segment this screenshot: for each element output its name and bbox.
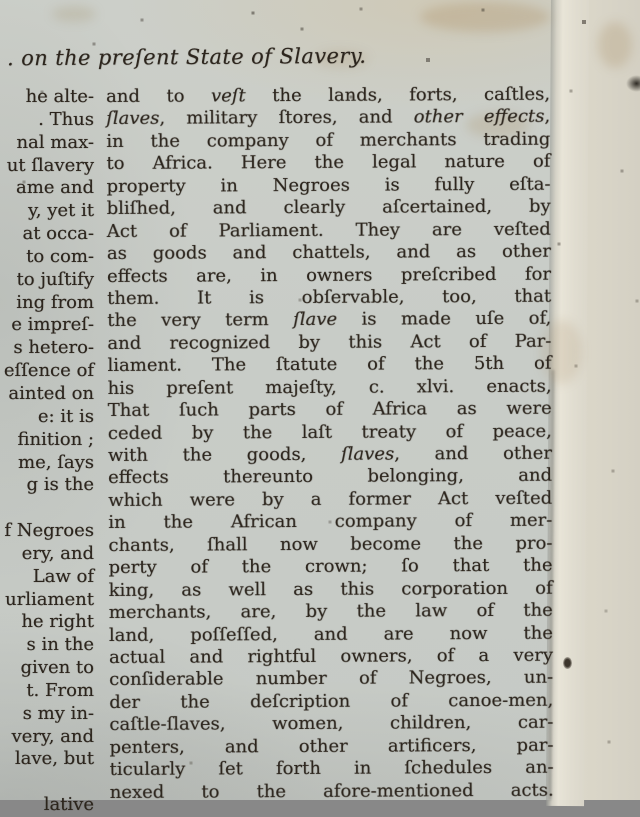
text-run: perty of the crown; ſo that the — [108, 554, 553, 579]
text-run: and recognized by this Act of Par- — [107, 330, 552, 354]
text-line — [108, 420, 552, 445]
italic-text-run: ſlaves — [340, 443, 395, 465]
text-line — [109, 622, 553, 647]
foxing-stain — [598, 22, 632, 68]
text-run: in the African company of mer- — [108, 509, 553, 534]
text-run: them. It is obſervable, too, that — [107, 285, 552, 309]
text-run: which were by a former Act veſted — [108, 487, 553, 511]
text-line: me, ſays — [18, 451, 94, 473]
text-run: as goods and chattels, and as other — [106, 240, 551, 265]
text-line: to juſtify — [16, 268, 94, 290]
text-run: bliſhed, and clearly aſcertained, by — [106, 195, 551, 220]
text-line: g is the — [26, 474, 94, 496]
text-line: to com- — [26, 245, 94, 267]
text-line: ame and — [15, 177, 94, 199]
text-run: liament. The ſtatute of the 5th of — [107, 352, 552, 377]
right-text-column — [106, 84, 554, 804]
italic-text-run: other effects — [413, 106, 545, 128]
text-run: That ſuch parts of Africa as were — [107, 397, 552, 422]
text-line: Law of — [32, 565, 94, 587]
text-line — [110, 757, 554, 782]
text-run: , military ſtores, and — [159, 106, 414, 130]
text-line: finition ; — [17, 428, 94, 450]
text-line — [108, 443, 552, 468]
text-line — [109, 689, 553, 714]
foxing-stain — [52, 6, 96, 22]
text-run: , and other — [394, 442, 552, 465]
text-run: land, poſſeſſed, and are now the — [108, 622, 553, 646]
text-line: . Thus — [38, 108, 94, 130]
text-line — [108, 465, 552, 490]
text-line: ing from — [16, 291, 94, 313]
text-line — [108, 532, 552, 557]
text-run: in the company of merchants trading — [106, 128, 551, 152]
text-run: merchants, are, by the law of the — [108, 599, 553, 624]
text-line: y, yet it — [28, 200, 94, 222]
text-line: f Negroes — [4, 520, 94, 542]
text-run: , — [544, 106, 551, 128]
text-line — [106, 84, 550, 109]
left-text-column — [0, 86, 94, 817]
text-line — [107, 218, 551, 243]
text-run: ceded by the laſt treaty of peace, — [107, 420, 552, 444]
text-run: Act of Parliament. They are veſted — [106, 218, 551, 242]
text-line — [108, 555, 552, 580]
text-run: der the deſcription of canoe-men, — [109, 689, 554, 713]
text-line — [106, 173, 550, 198]
text-line — [109, 712, 553, 737]
running-head: . on the preſent State of Slavery. — [6, 43, 367, 71]
text-line: t. From — [26, 679, 94, 701]
text-line — [108, 488, 552, 513]
text-run: to Africa. Here the legal nature of — [106, 150, 551, 175]
text-line: s my in- — [22, 702, 94, 724]
text-line: at occa- — [22, 223, 94, 245]
text-line — [107, 330, 551, 355]
text-line — [109, 600, 553, 625]
paper-speckles — [0, 0, 2, 2]
text-line: ainted on — [8, 382, 94, 404]
text-line — [108, 398, 552, 423]
text-run: ticularly ſet forth in ſchedules an- — [109, 756, 554, 781]
text-run: penters, and other artificers, par- — [109, 734, 554, 758]
text-line: eſſence of — [3, 360, 94, 382]
text-run: with the goods, — [107, 443, 342, 466]
text-run: nexed to the afore-mentioned acts. — [109, 779, 554, 803]
text-line: lave, but — [14, 748, 94, 770]
text-line — [107, 196, 551, 221]
adjacent-page-surface — [584, 0, 640, 800]
text-line — [108, 510, 552, 535]
text-run: conſiderable number of Negroes, un- — [109, 667, 554, 691]
text-run: the lands, forts, caſtles, — [245, 83, 551, 107]
text-line — [107, 353, 551, 378]
text-line: very, and — [11, 725, 94, 747]
text-line: lative — [43, 794, 94, 816]
text-run: effects are, in owners preſcribed for — [106, 263, 552, 287]
text-line — [107, 241, 551, 266]
text-run: king, as well as this corporation of — [108, 577, 553, 601]
text-line: s in the — [26, 634, 94, 656]
text-line: ery, and — [21, 542, 94, 564]
text-line: he right — [21, 611, 94, 633]
text-line — [106, 129, 550, 154]
italic-text-run: ſlave — [293, 309, 338, 331]
text-run: is made uſe of, — [337, 308, 552, 331]
text-line — [88, 771, 94, 794]
text-line: s hetero- — [13, 337, 94, 359]
text-line — [110, 779, 554, 804]
text-line — [106, 106, 550, 131]
text-line: e impreſ- — [11, 314, 94, 336]
text-line: urliament — [5, 588, 94, 610]
text-line: e: it is — [37, 405, 94, 427]
text-run: chants, ſhall now become the pro- — [108, 532, 553, 556]
text-run: actual and rightful owners, of a very — [108, 644, 554, 668]
text-line: ut ſlavery — [6, 154, 94, 176]
foxing-stain — [420, 2, 550, 32]
text-line: he alte- — [25, 86, 94, 107]
italic-text-run: ſlaves — [106, 108, 160, 130]
ink-smudge — [626, 75, 640, 92]
text-line — [107, 263, 551, 288]
text-line — [106, 151, 550, 176]
italic-text-run: veſt — [210, 85, 246, 107]
text-line: given to — [20, 657, 94, 679]
text-run: property in Negroes is fully eſta- — [106, 173, 551, 197]
text-line — [109, 577, 553, 602]
text-line — [107, 308, 551, 333]
text-line — [107, 286, 551, 311]
text-line: nal max- — [16, 131, 94, 153]
text-run: the very term — [107, 309, 294, 332]
text-line — [109, 645, 553, 670]
text-line — [88, 497, 94, 520]
text-line — [108, 375, 552, 400]
text-line — [109, 734, 553, 759]
wormhole-mark — [563, 657, 572, 669]
text-run: and to — [106, 85, 212, 107]
text-run: his preſent majeſty, c. xlvi. enacts, — [107, 375, 552, 399]
text-run: effects thereunto belonging, and — [107, 465, 553, 489]
text-line — [109, 667, 553, 692]
text-run: caſtle-ſlaves, women, children, car- — [109, 711, 554, 736]
